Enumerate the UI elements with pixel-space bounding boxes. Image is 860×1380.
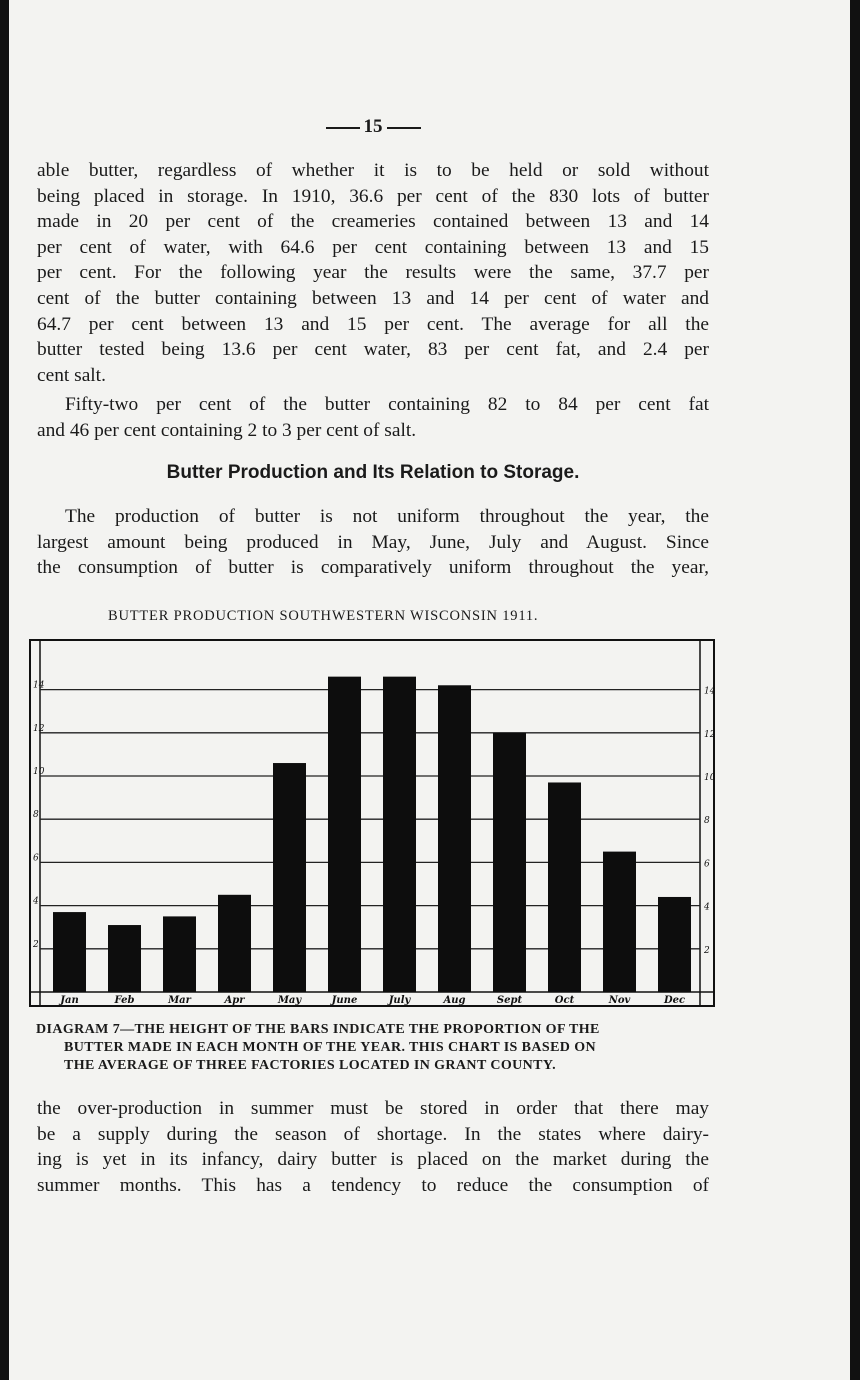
y-tick-label-left: 14 bbox=[33, 680, 45, 691]
bar-apr bbox=[218, 895, 251, 992]
text-line: the over-production in summer must be stored in order that there may bbox=[37, 1098, 709, 1119]
text-line: the consumption of butter is comparatively uniform throughout the year, bbox=[37, 557, 709, 579]
y-tick-label-right: 14 bbox=[704, 686, 716, 697]
text-line: ing is yet in its infancy, dairy butter is placed on the market during the bbox=[37, 1149, 709, 1171]
x-tick-label: Dec bbox=[663, 995, 686, 1006]
bar-mar bbox=[163, 916, 196, 992]
page-number: 15 bbox=[0, 116, 746, 138]
text-line: summer months. This has a tendency to reduce the consumption of bbox=[37, 1174, 709, 1196]
x-tick-label: Nov bbox=[608, 995, 631, 1006]
bar-may bbox=[273, 763, 306, 992]
caption-line: DIAGRAM 7—THE HEIGHT OF THE BARS INDICATE THE PROPORTION OF THE bbox=[36, 1022, 600, 1037]
x-tick-label: Feb bbox=[114, 995, 135, 1006]
text-line: largest amount being produced in May, June, July and August. Since bbox=[37, 531, 709, 553]
y-tick-label-right: 12 bbox=[704, 729, 716, 740]
text-line: per cent of water, with 64.6 per cent containing between 13 and 15 bbox=[37, 236, 709, 258]
x-tick-label: July bbox=[388, 995, 411, 1006]
diagram-caption bbox=[36, 1021, 726, 1075]
x-tick-label: Apr bbox=[224, 995, 245, 1006]
text-line: made in 20 per cent of the creameries contained between 13 and 14 bbox=[37, 211, 709, 233]
y-tick-label-left: 10 bbox=[33, 767, 45, 777]
text-line: cent of the butter containing between 13 and 14 per cent of water and bbox=[37, 287, 709, 309]
bar-july bbox=[383, 677, 416, 992]
bar-dec bbox=[658, 897, 691, 992]
text-line: 64.7 per cent between 13 and 15 per cent. The average for all the bbox=[37, 313, 709, 335]
section-heading: Butter Production and Its Relation to Storage. bbox=[166, 462, 580, 483]
text-line: able butter, regardless of whether it is to be held or sold without bbox=[37, 160, 709, 181]
text-line: butter tested being 13.6 per cent water, 83 per cent fat, and 2.4 per bbox=[37, 339, 709, 361]
x-tick-label: Jan bbox=[60, 995, 79, 1006]
caption-line: BUTTER MADE IN EACH MONTH OF THE YEAR. THIS CHART IS BASED ON bbox=[64, 1040, 597, 1055]
y-tick-label-right: 4 bbox=[704, 902, 710, 913]
text-line: cent salt. bbox=[37, 364, 106, 386]
bar-feb bbox=[108, 925, 141, 992]
y-tick-label-left: 12 bbox=[33, 723, 45, 734]
text-line: be a supply during the season of shortage. In the states where dairy- bbox=[37, 1123, 709, 1145]
x-tick-label: Oct bbox=[554, 995, 575, 1006]
y-tick-label-right: 2 bbox=[704, 945, 710, 956]
y-tick-label-right: 10 bbox=[704, 773, 716, 783]
chart-title: BUTTER PRODUCTION SOUTHWESTERN WISCONSIN 1911. bbox=[108, 608, 539, 624]
x-tick-label: Mar bbox=[168, 995, 191, 1006]
x-tick-label: Aug bbox=[443, 995, 466, 1006]
text-line: and 46 per cent containing 2 to 3 per cent of salt. bbox=[37, 419, 417, 441]
paragraph-storage bbox=[37, 1096, 709, 1198]
x-tick-label: May bbox=[277, 995, 302, 1006]
text-line: The production of butter is not uniform throughout the year, the bbox=[65, 506, 709, 527]
y-tick-label-right: 6 bbox=[704, 859, 710, 870]
text-line: Fifty-two per cent of the butter containing 82 to 84 per cent fat bbox=[65, 394, 709, 415]
y-tick-label-left: 2 bbox=[33, 939, 39, 950]
bar-sept bbox=[493, 733, 526, 992]
y-tick-label-right: 8 bbox=[704, 816, 710, 827]
bar-nov bbox=[603, 852, 636, 992]
y-tick-label-left: 8 bbox=[33, 810, 39, 821]
bar-aug bbox=[438, 685, 471, 992]
x-tick-label: Sept bbox=[496, 995, 523, 1006]
x-tick-label: June bbox=[331, 995, 358, 1006]
bar-oct bbox=[548, 782, 581, 992]
bar-jan bbox=[53, 912, 86, 992]
y-tick-label-left: 4 bbox=[33, 896, 39, 907]
text-line: being placed in storage. In 1910, 36.6 per cent of the 830 lots of butter bbox=[37, 185, 709, 207]
bar-june bbox=[328, 677, 361, 992]
caption-line: THE AVERAGE OF THREE FACTORIES LOCATED IN GRANT COUNTY. bbox=[64, 1058, 557, 1073]
y-tick-label-left: 6 bbox=[33, 853, 39, 864]
text-line: per cent. For the following year the results were the same, 37.7 per bbox=[37, 262, 709, 284]
